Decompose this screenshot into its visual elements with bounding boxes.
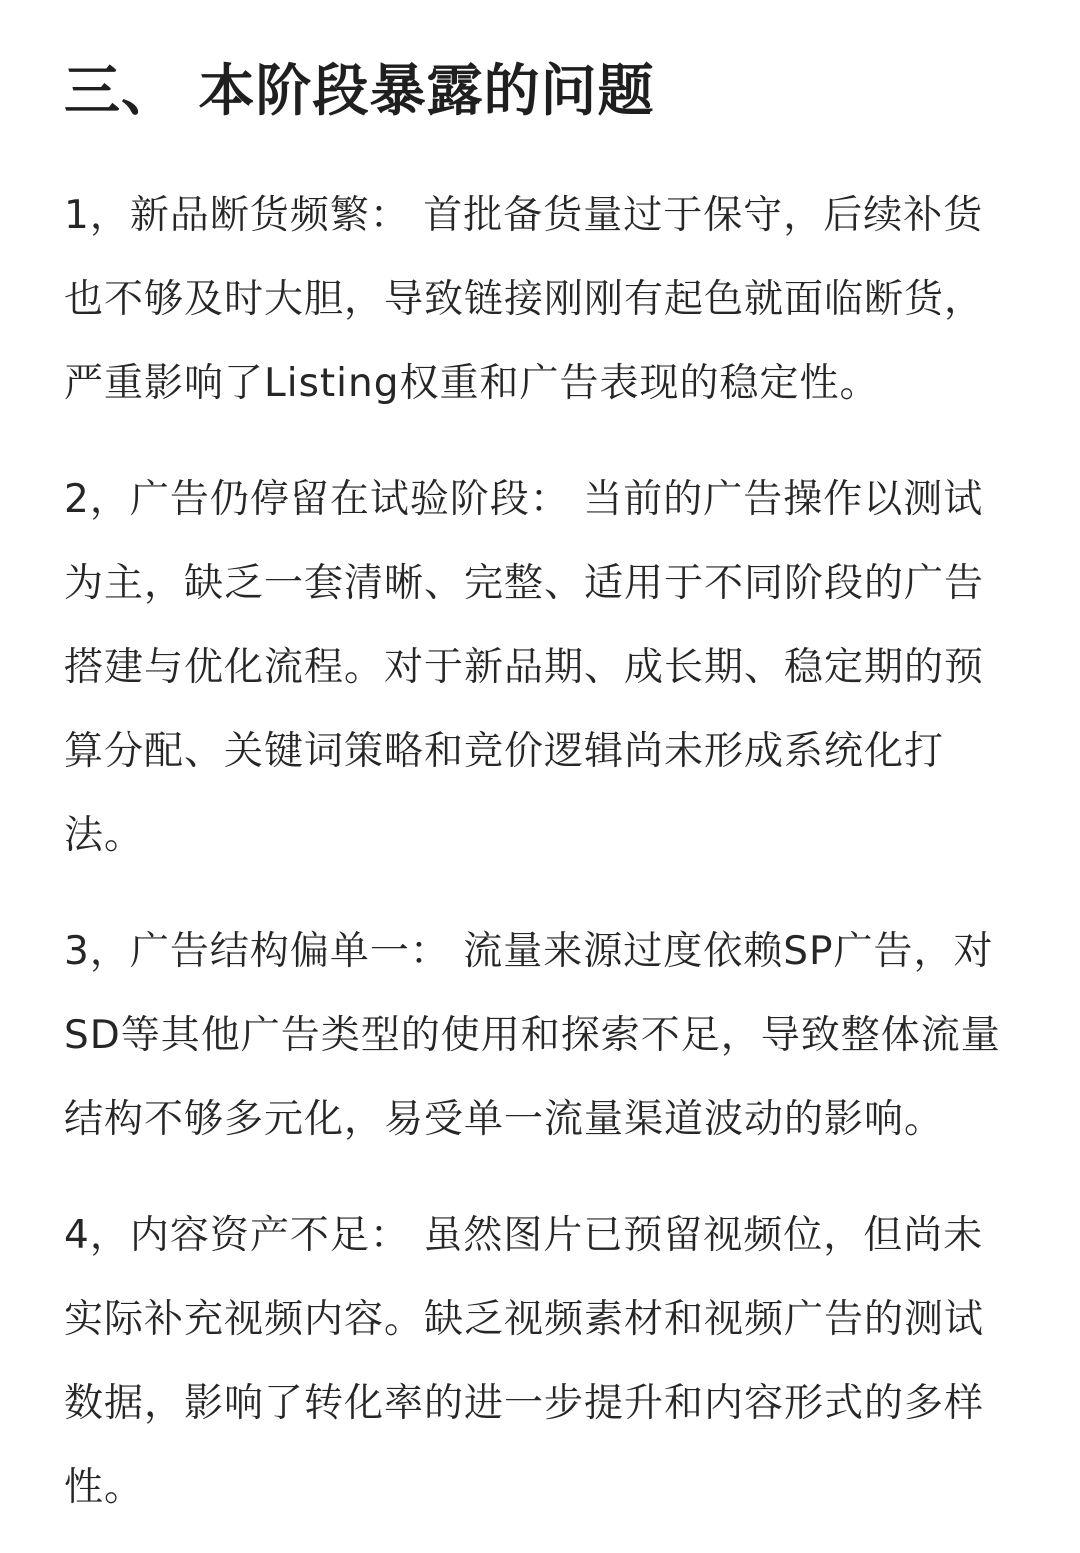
issue-paragraph-1: 1，新品断货频繁： 首批备货量过于保守，后续补货也不够及时大胆，导致链接刚刚有起色就面临断货，严重影响了Listing权重和广告表现的稳定性。 <box>64 193 985 406</box>
issue-paragraph-2: 2，广告仍停留在试验阶段： 当前的广告操作以测试为主，缺乏一套清晰、完整、适用于不同阶段的广告搭建与优化流程。对于新品期、成长期、稳定期的预算分配、关键词策略和竞价逻辑尚未形成系统化打法。 <box>64 477 985 858</box>
section-heading: 三、 本阶段暴露的问题 <box>64 59 655 124</box>
issue-paragraph-3: 3，广告结构偏单一： 流量来源过度依赖SP广告，对SD等其他广告类型的使用和探索不足，导致整体流量结构不够多元化，易受单一流量渠道波动的影响。 <box>64 929 1001 1142</box>
issue-paragraph-4: 4，内容资产不足： 虽然图片已预留视频位，但尚未实际补充视频内容。缺乏视频素材和视频广告的测试数据，影响了转化率的进一步提升和内容形式的多样性。 <box>64 1213 985 1510</box>
